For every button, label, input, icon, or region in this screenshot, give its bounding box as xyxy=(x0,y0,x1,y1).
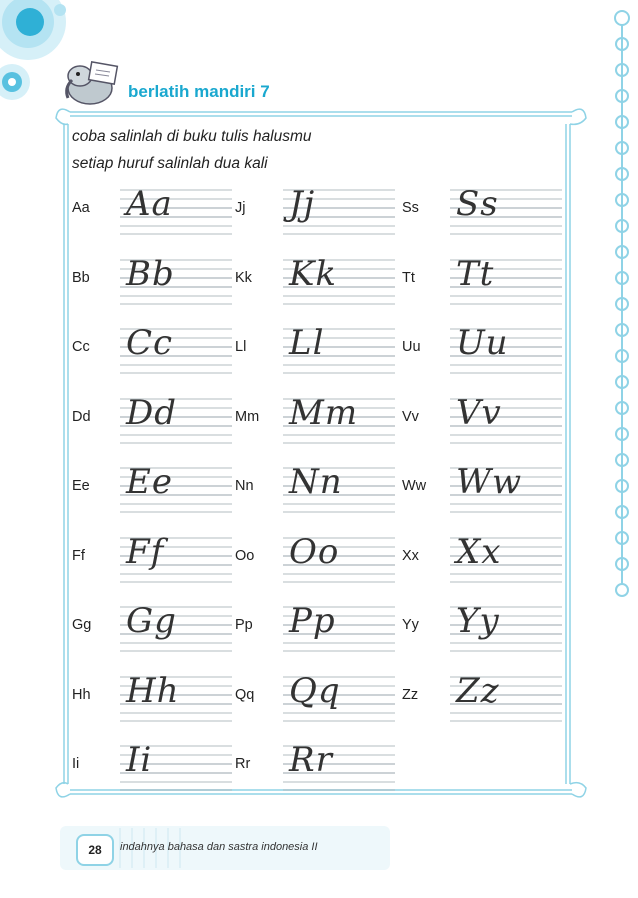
letter-label: Yy xyxy=(402,617,419,633)
letter-practice-cell xyxy=(235,670,395,723)
letter-practice-cell xyxy=(402,670,562,723)
letter-label: Uu xyxy=(402,339,421,355)
letter-practice-cell xyxy=(72,464,232,514)
letter-practice-cell xyxy=(402,603,562,653)
cursive-letter: Ff xyxy=(126,531,165,572)
cursive-letter: Ww xyxy=(456,462,523,502)
letter-label: Xx xyxy=(402,547,419,564)
letter-practice-cell xyxy=(235,253,395,306)
letter-practice-cell xyxy=(72,186,232,236)
letter-practice-cell xyxy=(72,531,232,584)
letter-label: Gg xyxy=(72,617,92,633)
letter-practice-cell xyxy=(402,325,562,375)
letter-label: Nn xyxy=(235,478,254,494)
letter-practice-cell xyxy=(402,253,562,306)
letter-practice-cell xyxy=(235,531,395,584)
footer-book-title: indahnya bahasa dan sastra indonesia II xyxy=(120,841,318,853)
cursive-letter: Xx xyxy=(456,531,502,572)
cursive-letter: Yy xyxy=(456,601,500,641)
letter-practice-cell xyxy=(235,392,395,445)
cursive-letter: Oo xyxy=(289,531,340,572)
letter-label: Ss xyxy=(402,200,419,216)
cursive-letter: Qq xyxy=(289,670,341,711)
letter-practice-cell xyxy=(72,603,232,653)
cursive-letter: Nn xyxy=(289,462,343,502)
letter-label: Pp xyxy=(235,617,253,633)
cursive-letter: Cc xyxy=(126,323,174,363)
cursive-letter: Ss xyxy=(456,184,499,224)
letter-label: Ee xyxy=(72,478,90,494)
letter-label: Ii xyxy=(72,756,80,772)
letter-label: Rr xyxy=(235,756,251,772)
cursive-letter: Mm xyxy=(289,392,359,433)
cursive-letter: Dd xyxy=(126,392,178,433)
letter-practice-cell xyxy=(72,670,232,723)
letter-label: Cc xyxy=(72,339,90,355)
letter-practice-cell xyxy=(235,186,395,236)
letter-label: Oo xyxy=(235,547,255,564)
cursive-letter: Bb xyxy=(126,253,175,294)
letter-label: Hh xyxy=(72,686,91,703)
letter-label: Kk xyxy=(235,269,252,286)
instruction-line-1: coba salinlah di buku tulis halusmu xyxy=(72,128,312,145)
cursive-letter: Ee xyxy=(126,462,173,502)
page-number: 28 xyxy=(76,834,114,866)
cursive-letter: Tt xyxy=(456,253,495,294)
letter-practice-cell xyxy=(235,464,395,514)
letter-practice-cell xyxy=(402,392,562,445)
cursive-letter: Zz xyxy=(456,670,500,711)
cursive-letter: Hh xyxy=(126,670,180,711)
cursive-letter: Ii xyxy=(126,740,153,780)
letter-practice-cell xyxy=(72,392,232,445)
cursive-letter: Vv xyxy=(456,392,502,433)
letter-practice-cell xyxy=(235,742,395,792)
letter-label: Dd xyxy=(72,408,91,425)
letter-label: Ll xyxy=(235,339,247,355)
letter-practice-cell xyxy=(235,325,395,375)
cursive-letter: Pp xyxy=(289,601,336,641)
letter-label: Zz xyxy=(402,686,419,703)
cursive-letter: Aa xyxy=(126,184,173,224)
letter-label: Vv xyxy=(402,408,419,425)
letter-label: Ww xyxy=(402,478,427,494)
page-title: berlatih mandiri 7 xyxy=(128,82,270,101)
cursive-letter: Jj xyxy=(289,184,316,224)
letter-label: Aa xyxy=(72,200,90,216)
letter-label: Jj xyxy=(235,200,246,216)
letter-label: Mm xyxy=(235,408,260,425)
letter-practice-cell xyxy=(402,464,562,514)
letter-practice-cell xyxy=(235,603,395,653)
cursive-letter: Rr xyxy=(289,740,333,780)
letter-practice-cell xyxy=(72,253,232,306)
letter-practice-cell xyxy=(72,742,232,792)
letter-practice-cell xyxy=(72,325,232,375)
letter-label: Qq xyxy=(235,686,255,703)
letter-practice-cell xyxy=(402,531,562,584)
letter-label: Ff xyxy=(72,547,85,564)
letter-label: Tt xyxy=(402,269,415,286)
letter-practice-cell xyxy=(402,186,562,236)
letter-label: Bb xyxy=(72,269,90,286)
cursive-letter: Kk xyxy=(289,253,338,294)
cursive-letter: Uu xyxy=(456,323,509,363)
cursive-letter: Ll xyxy=(289,323,325,363)
instruction-line-2: setiap huruf salinlah dua kali xyxy=(72,155,268,172)
cursive-letter: Gg xyxy=(126,601,177,641)
